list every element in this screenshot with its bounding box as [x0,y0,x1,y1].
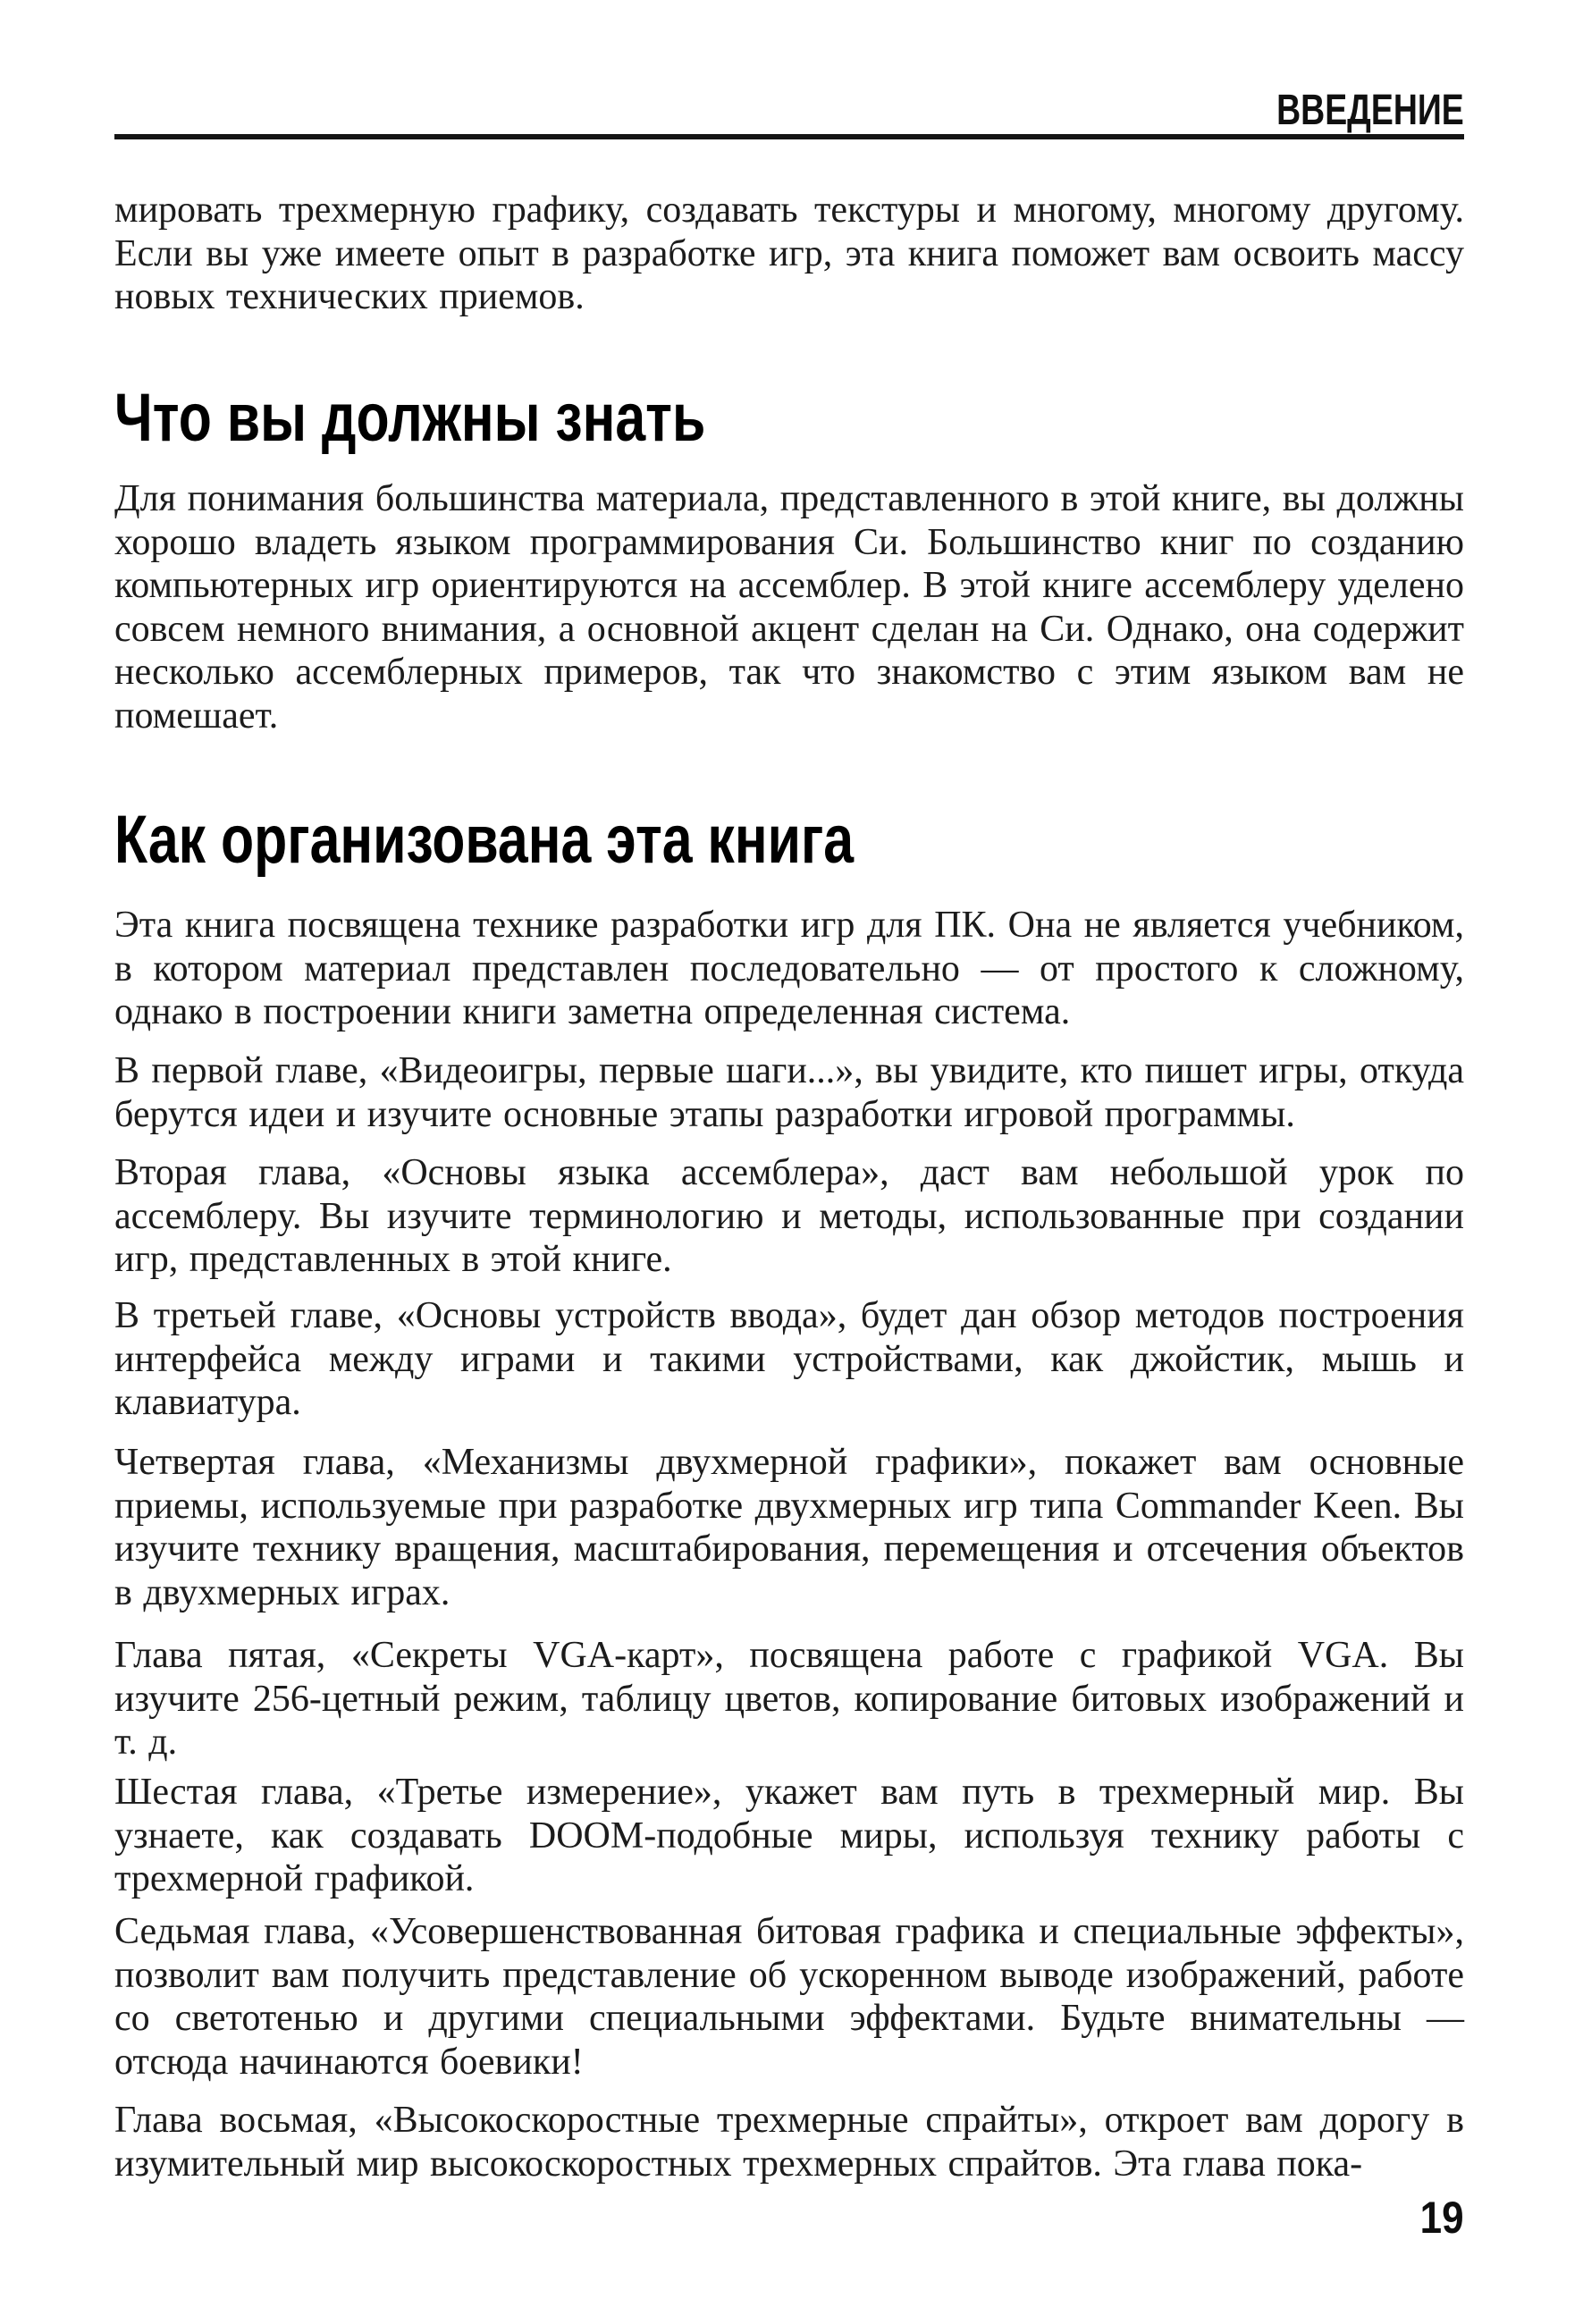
running-header-title: ВВЕДЕНИЕ [1276,87,1464,134]
section-heading-what-you-should-know: Что вы должны знать [114,380,706,456]
intro-paragraph: мировать трехмерную графику, создавать текстуры и многому, многому другому. Если вы уже имеете опыт в разработке игр, эта книга поможет вам освоить массу новых технических приемов. [114,189,1464,317]
section2-paragraph-7: Шестая глава, «Третье измерение», укажет вам путь в трехмерный мир. Вы узнаете, как создавать DOOM-подобные миры, используя технику работы с трехмерной графикой. [114,1772,1464,1899]
section2-paragraph-6: Глава пятая, «Секреты VGA-карт», посвящена работе с графикой VGA. Вы изучите 256-цетный режим, таблицу цветов, копирование битовых изображений и т. д. [114,1635,1464,1763]
section-heading-how-book-is-organized: Как организована эта книга [114,802,855,878]
section2-paragraph-5: Четвертая глава, «Механизмы двухмерной графики», покажет вам основные приемы, используемые при разработке двухмерных игр типа Commander Keen. Вы изучите технику вращения, масштабирования, перемещения и отсечения объектов в двухмерных играх. [114,1442,1464,1613]
section2-paragraph-3: Вторая глава, «Основы языка ассемблера», даст вам небольшой урок по ассемблеру. Вы изучите терминологию и методы, использованные при создании игр, представленных в этой книге. [114,1152,1464,1280]
header-rule [114,134,1464,139]
section1-paragraph-1: Для понимания большинства материала, представленного в этой книге, вы должны хорошо владеть языком программирования Си. Большинство книг по созданию компьютерных игр ориентируются на ассемблер. В этой книге ассемблеру уделено совсем немного внимания, а основной акцент сделан на Си. Однако, она содержит несколько ассемблерных примеров, так что знакомство с этим языком вам не помешает. [114,478,1464,737]
section2-paragraph-8: Седьмая глава, «Усовершенствованная битовая графика и специальные эффекты», позволит вам получить представление об ускоренном выводе изображений, работе со светотенью и другими специальными эффектами. Будьте внимательны — отсюда начинаются боевики! [114,1911,1464,2083]
section2-paragraph-9: Глава восьмая, «Высокоскоростные трехмерные спрайты», откроет вам дорогу в изумительный мир высокоскоростных трехмерных спрайтов. Эта глава пока- [114,2100,1464,2185]
page-number: 19 [1420,2193,1464,2243]
section2-paragraph-4: В третьей главе, «Основы устройств ввода», будет дан обзор методов построения интерфейса между играми и такими устройствами, как джойстик, мышь и клавиатура. [114,1295,1464,1423]
section2-paragraph-2: В первой главе, «Видеоигры, первые шаги...», вы увидите, кто пишет игры, откуда берутся идеи и изучите основные этапы разработки игровой программы. [114,1050,1464,1135]
section2-paragraph-1: Эта книга посвящена технике разработки игр для ПК. Она не является учебником, в котором материал представлен последовательно — от простого к сложному, однако в построении книги заметна определенная система. [114,905,1464,1032]
